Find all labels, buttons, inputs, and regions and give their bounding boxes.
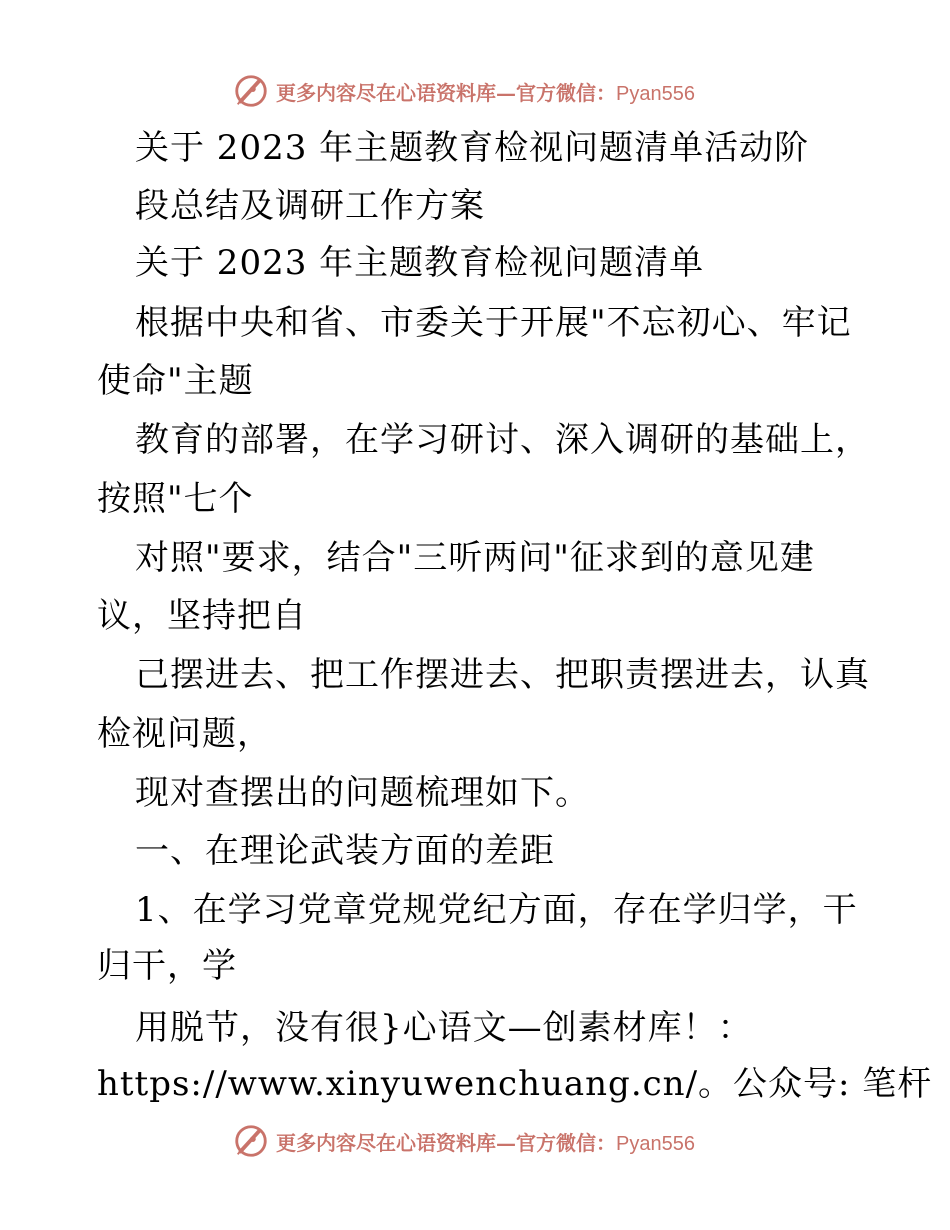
watermark-header [232, 71, 695, 111]
document-line: https://www.xinyuwenchuang.cn/。公众号: 笔杆 [97, 1064, 933, 1104]
watermark-text: 更多内容尽在心语资料库—官方微信：Pyan556 [276, 1130, 695, 1155]
watermark-footer [232, 1121, 695, 1161]
document-line: 检视问题， [97, 714, 272, 754]
document-line: 议，坚持把自 [97, 596, 307, 636]
document-line: 段总结及调研工作方案 [135, 186, 485, 226]
document-line: 对照"要求，结合"三听两问"征求到的意见建 [135, 538, 815, 578]
document-line: 使命"主题 [97, 361, 254, 401]
document-line: 归干，学 [97, 946, 237, 986]
watermark-text: 更多内容尽在心语资料库—官方微信：Pyan556 [276, 80, 695, 105]
document-line: 关于 2023 年主题教育检视问题清单 [135, 243, 705, 283]
document-line: 按照"七个 [97, 479, 254, 519]
document-line: 1、在学习党章党规党纪方面，存在学归学，干 [135, 890, 858, 930]
document-line: 教育的部署，在学习研讨、深入调研的基础上， [135, 420, 870, 460]
document-line: 用脱节，没有很}心语文—创素材库！： [135, 1008, 753, 1048]
document-line: 现对查摆出的问题梳理如下。 [135, 773, 590, 813]
watermark-wechat-id: Pyan556 [616, 1132, 695, 1155]
document-line: 关于 2023 年主题教育检视问题清单活动阶 [135, 128, 810, 168]
pen-logo-icon [232, 72, 270, 110]
document-line: 己摆进去、把工作摆进去、把职责摆进去，认真 [135, 655, 870, 695]
pen-logo-icon [232, 1122, 270, 1160]
document-line: 一、在理论武装方面的差距 [135, 831, 555, 871]
document-line: 根据中央和省、市委关于开展"不忘初心、牢记 [135, 303, 852, 343]
watermark-wechat-id: Pyan556 [616, 82, 695, 105]
